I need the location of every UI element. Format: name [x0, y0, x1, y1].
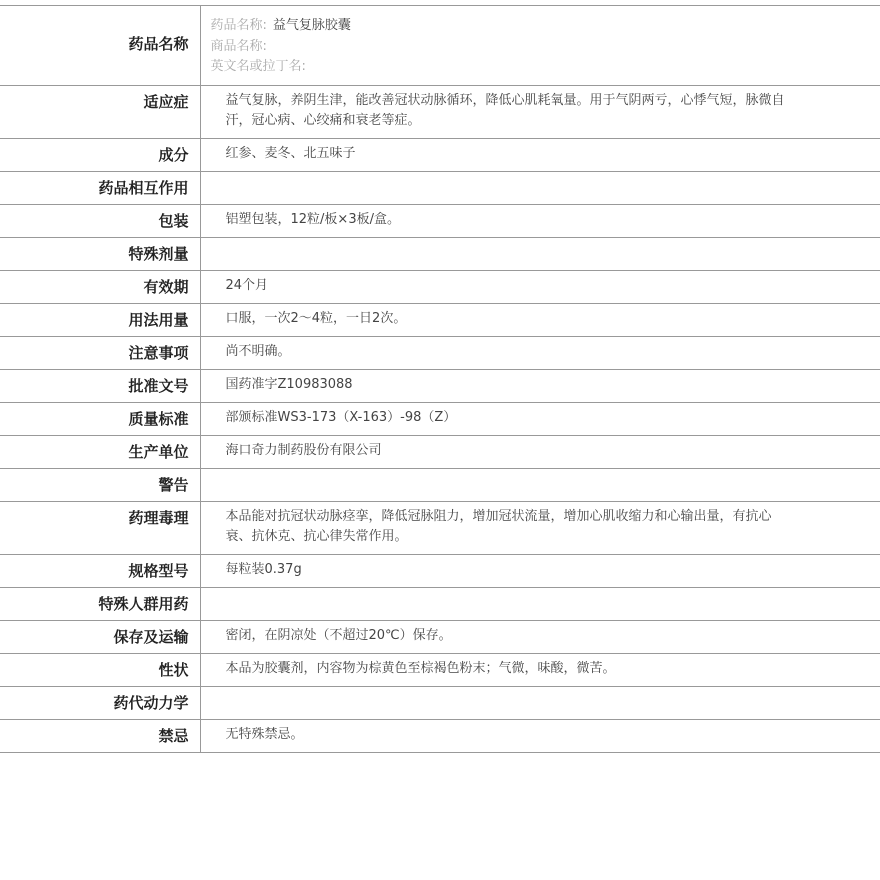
name-block: [201, 6, 880, 85]
row-label: 性状: [158, 660, 189, 679]
table-row: [0, 85, 880, 138]
row-value-cell: [200, 435, 880, 468]
row-value: 尚不明确。: [225, 343, 291, 359]
row-label-cell: [0, 138, 200, 171]
english-name-key: 英文名或拉丁名:: [210, 59, 306, 74]
row-value: 铝塑包装，12粒/板×3板/盒。: [225, 211, 400, 227]
row-label: 质量标准: [128, 409, 189, 428]
generic-name-key: 药品名称:: [210, 18, 267, 33]
row-label-cell: [0, 719, 200, 752]
row-label-cell: [0, 369, 200, 402]
generic-name-value: 益气复脉胶囊: [272, 18, 351, 33]
row-value-cell: [200, 237, 880, 270]
row-value-cell: [200, 171, 880, 204]
row-value: [201, 687, 880, 699]
row-value-cell: [200, 686, 880, 719]
row-value-cell: [200, 587, 880, 620]
table-row: [0, 369, 880, 402]
row-value: [201, 238, 880, 250]
row-label: 规格型号: [128, 561, 189, 580]
row-label: 药品相互作用: [98, 178, 189, 197]
row-label-cell: [0, 501, 200, 554]
row-label: 特殊人群用药: [98, 594, 189, 613]
trade-name-line: [211, 37, 880, 58]
row-label-cell: [0, 653, 200, 686]
row-value-cell: [200, 719, 880, 752]
row-value: 本品为胶囊剂，内容物为棕黄色至棕褐色粉末；气微，味酸，微苦。: [225, 660, 616, 676]
row-value-cell: [200, 501, 880, 554]
row-value: 无特殊禁忌。: [225, 726, 304, 742]
row-label-cell: [0, 587, 200, 620]
row-label-cell: [0, 468, 200, 501]
table-row: [0, 336, 880, 369]
row-value-cell: [200, 336, 880, 369]
row-value: 海口奇力制药股份有限公司: [225, 442, 382, 458]
row-value: 口服，一次2～4粒，一日2次。: [225, 310, 407, 326]
table-row: [0, 435, 880, 468]
table-row: [0, 237, 880, 270]
row-label: 禁忌: [158, 726, 189, 745]
info-rows: [0, 85, 880, 752]
table-row: [0, 138, 880, 171]
row-value-cell: [200, 270, 880, 303]
row-value-cell: [200, 6, 880, 86]
table-row: [0, 303, 880, 336]
row-value: 24个月: [225, 277, 269, 293]
row-label: 警告: [158, 475, 189, 494]
row-label: 药品名称: [128, 35, 189, 53]
row-value-cell: [200, 369, 880, 402]
row-value: 本品能对抗冠状动脉痉挛，降低冠脉阻力，增加冠状流量，增加心肌收缩力和心输出量，有抗心衰、抗休克、抗心律失常作用。: [225, 508, 772, 544]
row-value-cell: [200, 554, 880, 587]
row-value-cell: [200, 620, 880, 653]
row-label-cell: [0, 6, 200, 86]
row-label: 用法用量: [128, 310, 189, 329]
table-row: [0, 686, 880, 719]
english-name-line: [211, 57, 880, 78]
table-row: [0, 554, 880, 587]
table-row: [0, 270, 880, 303]
row-label: 保存及运输: [113, 627, 189, 646]
row-label-cell: [0, 554, 200, 587]
trade-name-key: 商品名称:: [210, 38, 267, 54]
row-value: [201, 588, 880, 600]
row-label: 批准文号: [128, 376, 189, 395]
row-label: 药理毒理: [128, 508, 189, 527]
row-label-cell: [0, 336, 200, 369]
row-label: 生产单位: [128, 442, 189, 461]
row-label-cell: [0, 303, 200, 336]
table-row: [0, 171, 880, 204]
table-row: [0, 402, 880, 435]
row-value-cell: [200, 303, 880, 336]
table-row: [0, 587, 880, 620]
row-label: 特殊剂量: [128, 244, 189, 263]
row-label-cell: [0, 270, 200, 303]
table-row: [0, 204, 880, 237]
row-value-cell: [200, 402, 880, 435]
table-row: [0, 719, 880, 752]
row-value: 红参、麦冬、北五味子: [225, 145, 356, 161]
row-value-cell: [200, 85, 880, 138]
row-label: 成分: [158, 145, 189, 164]
generic-name-line: [211, 16, 880, 37]
row-label-cell: [0, 85, 200, 138]
row-value-cell: [200, 204, 880, 237]
row-value-cell: [200, 653, 880, 686]
row-value-cell: [200, 138, 880, 171]
row-label: 有效期: [143, 277, 189, 296]
row-label-cell: [0, 204, 200, 237]
row-value: 国药准字Z10983088: [225, 376, 353, 392]
row-label-cell: [0, 237, 200, 270]
row-value-cell: [200, 468, 880, 501]
row-label-cell: [0, 686, 200, 719]
table-row: [0, 468, 880, 501]
row-label: 适应症: [143, 92, 189, 111]
row-label-cell: [0, 620, 200, 653]
row-value: 密闭，在阴凉处（不超过20℃）保存。: [225, 627, 452, 643]
table-row: [0, 653, 880, 686]
row-label: 包装: [158, 211, 189, 230]
row-value: [201, 469, 880, 481]
table-row-name: [0, 6, 880, 86]
row-value: 每粒装0.37g: [225, 561, 302, 577]
row-label-cell: [0, 402, 200, 435]
row-label: 药代动力学: [113, 693, 189, 712]
table-row: [0, 501, 880, 554]
row-label-cell: [0, 171, 200, 204]
row-value: [201, 172, 880, 184]
row-value: 部颁标准WS3-173（X-163）-98（Z）: [225, 409, 457, 425]
table-row: [0, 620, 880, 653]
row-label: 注意事项: [128, 343, 189, 362]
row-label-cell: [0, 435, 200, 468]
row-value: 益气复脉，养阴生津，能改善冠状动脉循环，降低心肌耗氧量。用于气阴两亏，心悸气短，脉微自汗，冠心病、心绞痛和衰老等症。: [225, 92, 785, 128]
drug-info-table: [0, 5, 880, 753]
